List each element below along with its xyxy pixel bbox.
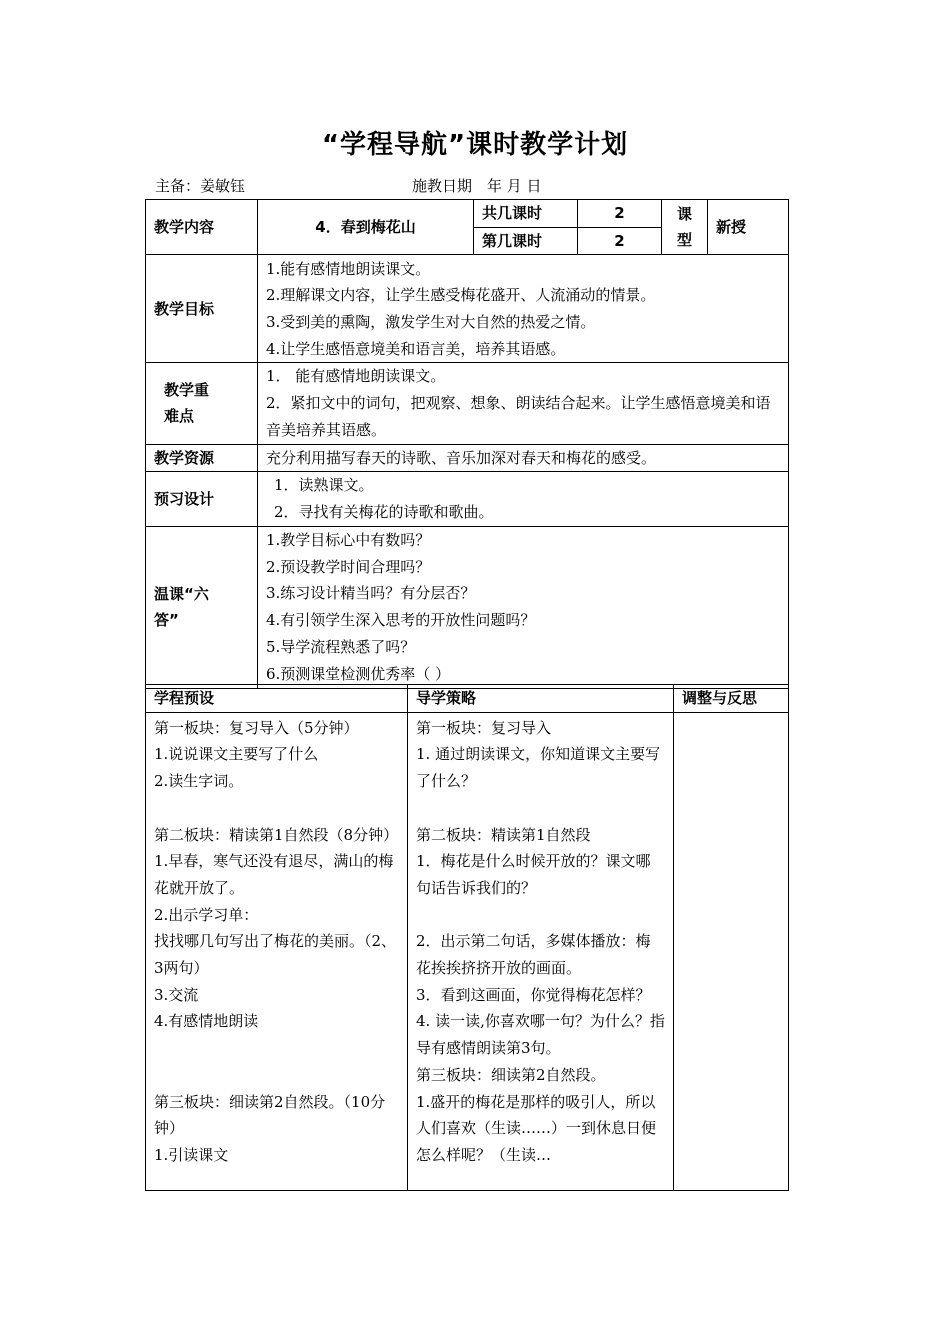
- author-line: 主备：姜敏钰: [155, 177, 246, 195]
- plan-line: 第三板块：细读第2自然段。（10分钟）: [154, 1092, 386, 1138]
- goals-label: 教学目标: [146, 255, 258, 363]
- header-guidance-strategy: 导学策略: [408, 685, 674, 713]
- strategy-line: 4. 读一读,你喜欢哪一句？为什么？指导有感情朗读第3句。: [416, 1012, 665, 1058]
- difficulties-label-1: 教学重: [164, 381, 210, 400]
- guidance-strategy-column: [408, 712, 674, 1190]
- goal-item: 1.能有感情地朗读课文。: [266, 259, 431, 278]
- preview-label: 预习设计: [146, 472, 258, 526]
- review-item: 1.教学目标心中有数吗？: [266, 531, 431, 550]
- teaching-date-line: 施教日期 年 月 日: [412, 177, 542, 195]
- goals-list: [258, 255, 789, 363]
- plan-line: 1.引读课文: [154, 1145, 229, 1164]
- review-item: 3.练习设计精当吗？有分层否？: [266, 584, 476, 603]
- review-label: [146, 526, 258, 688]
- plan-line: 1.早春，寒气还没有退尽，满山的梅花就开放了。: [154, 852, 394, 897]
- plan-gap: [154, 1035, 399, 1062]
- plan-line: 2.出示学习单：: [154, 905, 259, 924]
- current-hour-value: 2: [578, 227, 662, 255]
- content-label: 教学内容: [146, 200, 258, 255]
- preview-item: 2．寻找有关梅花的诗歌和歌曲。: [274, 502, 494, 521]
- strategy-line: 3．看到这画面，你觉得梅花怎样？: [416, 985, 651, 1004]
- strategy-line: 第三板块：细读第2自然段。: [416, 1065, 606, 1084]
- strategy-line: 第一板块：复习导入: [416, 718, 552, 737]
- strategy-line: 第二板块：精读第1自然段: [416, 825, 591, 844]
- review-label-1: 温课“六: [154, 585, 209, 604]
- plan-line: 4.有感情地朗读: [154, 1012, 259, 1031]
- difficulties-label-2: 难点: [164, 407, 195, 426]
- total-hours-label: 共几课时: [474, 200, 578, 228]
- type-label: [662, 200, 708, 255]
- adjust-reflect-column: [674, 712, 789, 1190]
- plan-line: 第二板块：精读第1自然段（8分钟）: [154, 825, 399, 844]
- process-table: [145, 684, 789, 1191]
- goal-item: 3.受到美的熏陶，激发学生对大自然的热爱之情。: [266, 312, 596, 331]
- review-list: [258, 526, 789, 688]
- difficulties-label: [146, 363, 258, 444]
- review-item: 5.导学流程熟悉了吗？: [266, 637, 416, 656]
- current-hour-label: 第几课时: [474, 227, 578, 255]
- plan-line: 3.交流: [154, 985, 199, 1004]
- plan-gap: [154, 795, 399, 822]
- resources-label: 教学资源: [146, 444, 258, 472]
- difficulties-list: [258, 363, 789, 444]
- goal-item: 4.让学生感悟意境美和语言美，培养其语感。: [266, 339, 566, 358]
- strategy-line: 1. 通过朗读课文，你知道课文主要写了什么？: [416, 745, 661, 791]
- goal-item: 2.理解课文内容，让学生感受梅花盛开、人流涌动的情景。: [266, 286, 656, 305]
- total-hours-value: 2: [578, 200, 662, 228]
- header-learning-plan: 学程预设: [146, 685, 408, 713]
- type-value: 新授: [708, 200, 789, 255]
- lesson-title: 4．春到梅花山: [258, 200, 474, 255]
- resources-text: 充分利用描写春天的诗歌、音乐加深对春天和梅花的感受。: [258, 444, 789, 472]
- review-item: 2.预设教学时间合理吗？: [266, 557, 431, 576]
- header-adjust-reflect: 调整与反思: [674, 685, 789, 713]
- strategy-line: 2．出示第二句话，多媒体播放：梅花挨挨挤挤开放的画面。: [416, 932, 651, 977]
- preview-list: [258, 472, 789, 526]
- review-label-2: 答”: [154, 611, 179, 630]
- type-label-2: 型: [676, 231, 692, 250]
- type-label-1: 课: [676, 204, 692, 223]
- preview-item: 1．读熟课文。: [274, 476, 374, 495]
- plan-line: 找找哪几句写出了梅花的美丽。（2、3两句）: [154, 932, 397, 978]
- page-title: “学程导航”课时教学计划: [321, 130, 629, 160]
- strategy-line: 1．梅花是什么时候开放的？课文哪句话告诉我们的？: [416, 852, 651, 897]
- learning-plan-column: [146, 712, 408, 1190]
- strategy-gap: [416, 902, 665, 929]
- plan-info-table: [145, 199, 789, 689]
- review-item: 6.预测课堂检测优秀率（ ）: [266, 664, 451, 683]
- difficulty-item: 2．紧扣文中的词句，把观察、想象、朗读结合起来。让学生感悟意境美和语音美培养其语感。: [266, 394, 771, 439]
- plan-line: 1.说说课文主要写了什么: [154, 745, 319, 764]
- plan-line: 第一板块：复习导入（5分钟）: [154, 718, 359, 737]
- difficulty-item: 1． 能有感情地朗读课文。: [266, 367, 446, 386]
- review-item: 4.有引领学生深入思考的开放性问题吗？: [266, 611, 536, 630]
- plan-line: 2.读生字词。: [154, 772, 244, 791]
- strategy-line: 1.盛开的梅花是那样的吸引人，所以人们喜欢（生读……）一到休息日便怎么样呢？（生读…: [416, 1092, 657, 1164]
- strategy-gap: [416, 795, 665, 822]
- plan-gap: [154, 1062, 399, 1089]
